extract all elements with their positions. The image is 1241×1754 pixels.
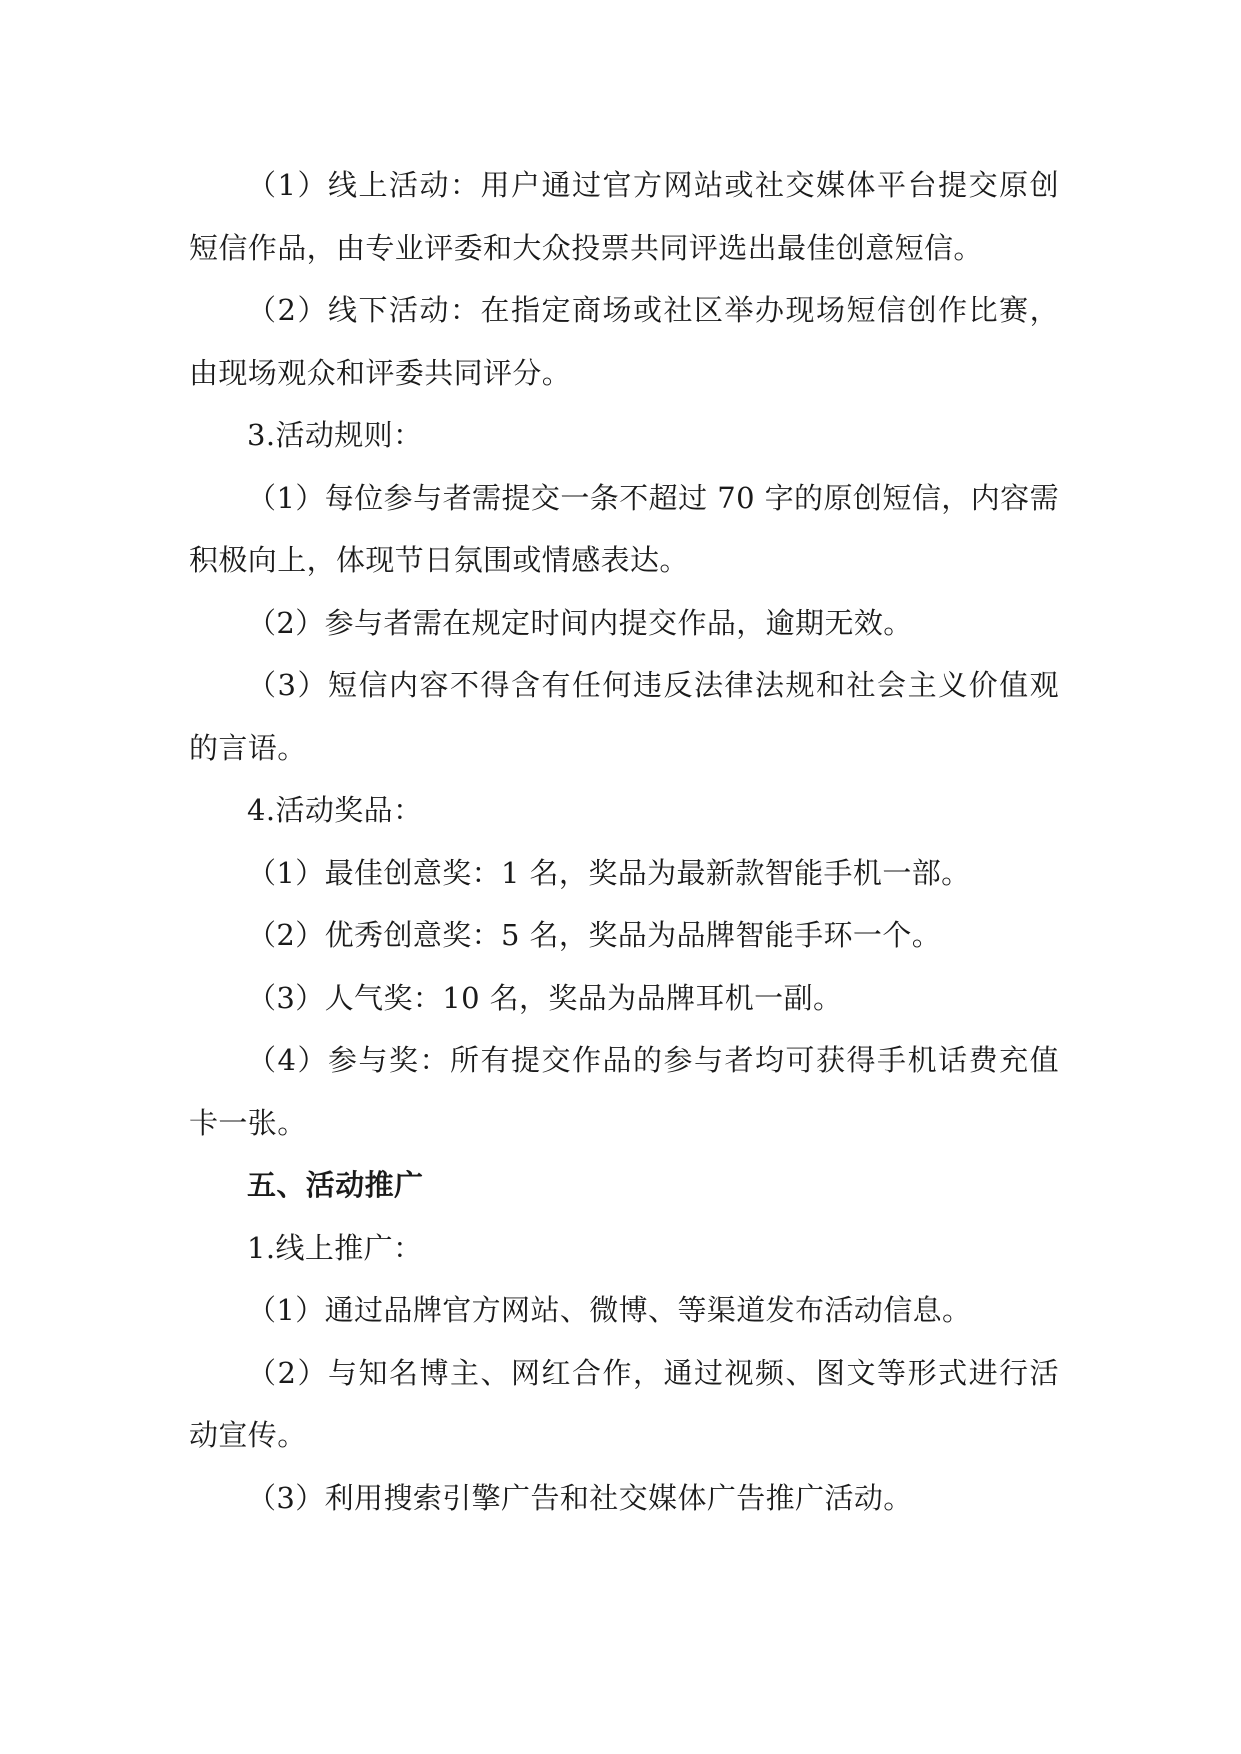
- paragraph-promotion-3: （3）利用搜索引擎广告和社交媒体广告推广活动。: [247, 1480, 913, 1515]
- document-body: [189, 154, 1059, 1529]
- paragraph-rule-3: （3）短信内容不得含有任何违反法律法规和社会主义价值观的言语。: [189, 668, 1059, 765]
- paragraph-online-activity: （1）线上活动：用户通过官方网站或社交媒体平台提交原创短信作品，由专业评委和大众投票共同评选出最佳创意短信。: [189, 168, 1059, 265]
- paragraph-promotion-2: （2）与知名博主、网红合作，通过视频、图文等形式进行活动宣传。: [189, 1355, 1059, 1452]
- paragraph-prize-3: （3）人气奖：10 名，奖品为品牌耳机一副。: [247, 980, 843, 1015]
- section-heading-promotion: 五、活动推广: [247, 1168, 424, 1202]
- paragraph-rule-2: （2）参与者需在规定时间内提交作品，逾期无效。: [247, 605, 913, 640]
- subheading-activity-rules: 3.活动规则：: [247, 418, 423, 452]
- paragraph-prize-1: （1）最佳创意奖：1 名，奖品为最新款智能手机一部。: [247, 855, 971, 890]
- subheading-activity-prizes: 4.活动奖品：: [247, 793, 423, 827]
- paragraph-rule-1: （1）每位参与者需提交一条不超过 70 字的原创短信，内容需积极向上，体现节日氛围或情感表达。: [189, 480, 1059, 577]
- paragraph-offline-activity: （2）线下活动：在指定商场或社区举办现场短信创作比赛，由现场观众和评委共同评分。: [189, 293, 1059, 390]
- subheading-online-promotion: 1.线上推广：: [247, 1230, 423, 1265]
- paragraph-promotion-1: （1）通过品牌官方网站、微博、等渠道发布活动信息。: [247, 1293, 972, 1327]
- paragraph-prize-4: （4）参与奖：所有提交作品的参与者均可获得手机话费充值卡一张。: [189, 1043, 1059, 1140]
- paragraph-prize-2: （2）优秀创意奖：5 名，奖品为品牌智能手环一个。: [247, 918, 942, 952]
